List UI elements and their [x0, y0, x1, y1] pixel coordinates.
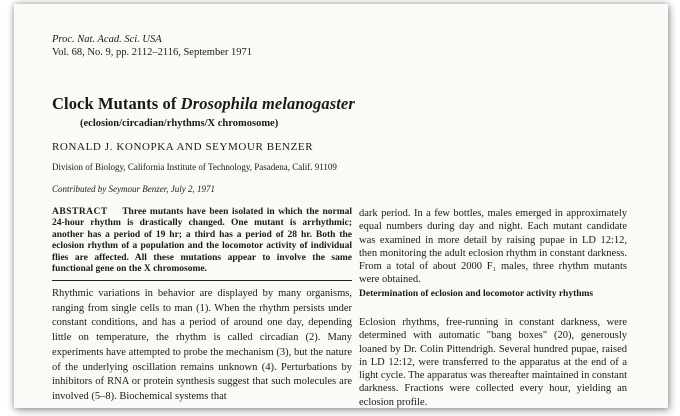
journal-name: Proc. Nat. Acad. Sci. USA [52, 34, 162, 45]
abstract-label: ABSTRACT [52, 207, 108, 217]
paper-page [14, 4, 668, 408]
right-top-paragraph: dark period. In a few bottles, males emerged in approximately equal numbers during day and night. Each mutant candidate was examined in more detail by raising pupae in LD 12:12, then monitoring the adult eclosion rhythm in constant darkness. From a total of about 2000 F₁ males, three rhythm mutants were obtained. [359, 208, 627, 286]
article-affiliation: Division of Biology, California Institute of Technology, Pasadena, Calif. 91109 [52, 162, 337, 172]
right-body-paragraph: Eclosion rhythms, free-running in constant darkness, were determined with automatic "bang boxes" (20), generously loaned by Dr. Colin Pittendrigh. Several hundred pupae, raised in LD 12:12, were transferred to the apparatus at the end of a light cycle. The apparatus was thereafter maintained in constant darkness. Fractions were collected every hour, yielding an eclosion profile. [359, 317, 627, 408]
abstract-divider [52, 280, 352, 281]
contributed-by: Contributed by Seymour Benzer, July 2, 1971 [52, 184, 215, 194]
right-column-body [359, 316, 627, 408]
left-body-paragraph: Rhythmic variations in behavior are displayed by many organisms, ranging from single cells to man (1). When the rhythm persists under constant conditions, and has a period of around one day, depending little on temperature, the rhythm is called circadian (2). Many experiments have attempted to probe the mechanism (3), but the nature of the underlying oscillation remains unknown (4). Perturbations by inhibitors of RNA or protein synthesis suggest that such molecules are involved (5–8). Biochemical systems that [52, 288, 352, 402]
journal-volume: Vol. 68, No. 9, pp. 2112–2116, September 1971 [52, 47, 252, 58]
article-keywords: (eclosion/circadian/rhythms/X chromosome) [80, 118, 279, 129]
article-title [52, 94, 355, 114]
article-authors: RONALD J. KONOPKA AND SEYMOUR BENZER [52, 141, 314, 153]
section-heading: Determination of eclosion and locomotor activity rhythms [359, 289, 594, 299]
abstract-text: Three mutants have been isolated in which the normal 24-hour rhythm is drastically changed. One mutant is arrhythmic; another has a period of 19 hr; a third has a period of 28 hr. Both the eclosion rhythm of a population and the locomotor activity of individual flies are affected. All these mutations appear to involve the same functional gene on the X chromosome. [52, 207, 353, 275]
right-column-top [359, 207, 627, 287]
title-main: Clock Mutants of [52, 94, 181, 113]
left-column-body [52, 287, 352, 405]
title-species: Drosophila melanogaster [180, 94, 355, 113]
abstract [52, 207, 352, 275]
